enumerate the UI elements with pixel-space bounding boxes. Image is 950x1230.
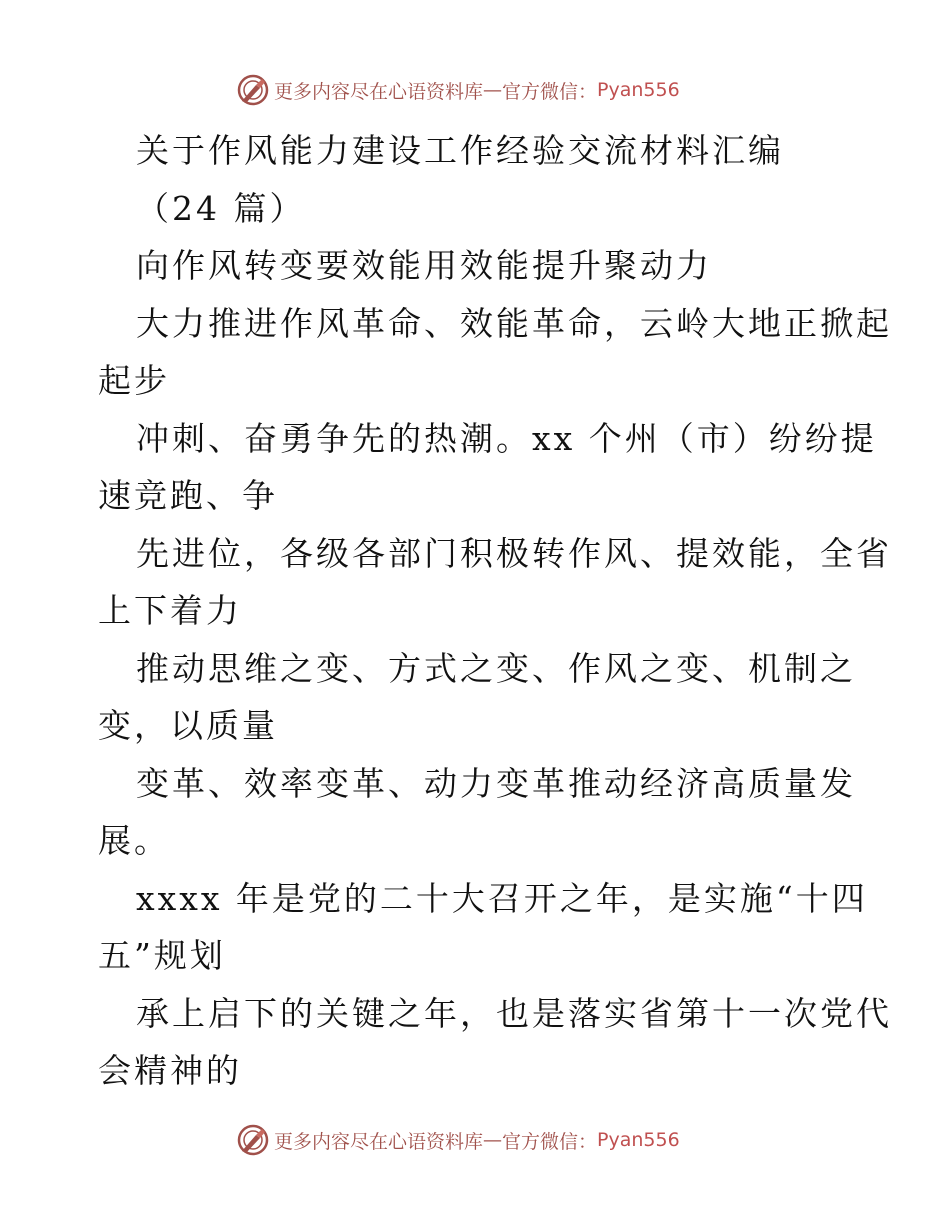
text-line: 大力推进作风革命、效能革命，云岭大地正掀起 xyxy=(136,303,892,343)
banner-separator: — xyxy=(483,1129,503,1151)
text-line: 冲刺、奋勇争先的热潮。xx 个州（市）纷纷提 xyxy=(136,418,877,458)
banner-wechat-label: 官方微信： xyxy=(502,80,598,103)
banner-text: 更多内容尽在心语资料库 xyxy=(274,80,484,103)
text-line: 速竞跑、争 xyxy=(98,476,278,515)
banner-text: 更多内容尽在心语资料库 xyxy=(274,1130,484,1153)
footer-watermark-banner xyxy=(236,1122,680,1158)
text-line: 五”规划 xyxy=(98,936,226,975)
text-line: 向作风转变要效能用效能提升聚动力 xyxy=(136,246,712,285)
text-line: 展。 xyxy=(98,821,170,860)
pen-logo-icon xyxy=(236,73,270,107)
banner-wechat-id: Pyan556 xyxy=(597,79,680,101)
text-line: 变，以质量 xyxy=(98,706,278,745)
text-line: 推动思维之变、方式之变、作风之变、机制之 xyxy=(136,648,856,688)
text-line: 会精神的 xyxy=(98,1051,242,1090)
text-line: xxxx 年是党的二十大召开之年，是实施“十四 xyxy=(136,878,868,918)
text-line: （24 篇） xyxy=(136,188,306,228)
banner-separator: — xyxy=(483,79,503,101)
text-line: 关于作风能力建设工作经验交流材料汇编 xyxy=(136,131,784,170)
text-line: 变革、效率变革、动力变革推动经济高质量发 xyxy=(136,763,856,803)
header-watermark-banner xyxy=(236,72,680,108)
text-line: 承上启下的关键之年，也是落实省第十一次党代 xyxy=(136,993,892,1033)
banner-wechat-label: 官方微信： xyxy=(502,1130,598,1153)
text-line: 先进位，各级各部门积极转作风、提效能，全省 xyxy=(136,533,892,573)
pen-logo-icon xyxy=(236,1123,270,1157)
text-line: 上下着力 xyxy=(98,591,242,630)
document-body xyxy=(98,122,892,1100)
banner-wechat-id: Pyan556 xyxy=(597,1129,680,1151)
text-line: 起步 xyxy=(98,361,170,400)
